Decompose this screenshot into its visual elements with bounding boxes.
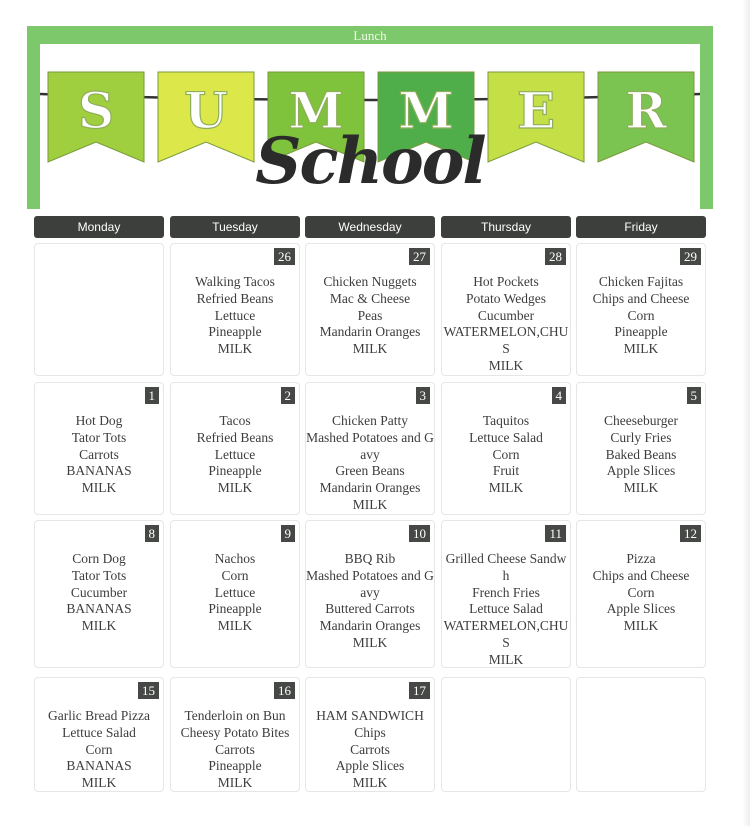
- day-cell: [170, 243, 300, 376]
- date-badge: 27: [409, 248, 430, 265]
- menu-item: Fruit: [492, 463, 520, 479]
- menu-item: French Fries: [472, 584, 540, 600]
- menu-item: Carrots: [350, 741, 390, 757]
- menu-item: S: [502, 634, 510, 650]
- menu-item: Curly Fries: [610, 429, 672, 445]
- day-cell: [34, 520, 164, 668]
- day-cell: [170, 677, 300, 792]
- date-badge: 8: [145, 525, 160, 542]
- menu-item: Mandarin Oranges: [319, 618, 421, 634]
- menu-item: Lettuce: [214, 584, 256, 600]
- menu-list: [171, 708, 299, 792]
- empty-day-cell: [34, 243, 164, 376]
- menu-item: MILK: [352, 341, 388, 357]
- menu-item: Potato Wedges: [465, 290, 547, 306]
- menu-item: MILK: [217, 618, 253, 634]
- day-cell: [34, 677, 164, 792]
- menu-item: Chicken Patty: [331, 413, 409, 428]
- menu-item: Peas: [357, 307, 383, 323]
- menu-item: Grilled Cheese Sandw: [445, 551, 567, 566]
- menu-item: Tenderloin on Bun: [184, 708, 286, 723]
- menu-item: Tator Tots: [71, 567, 127, 583]
- menu-item: Chips and Cheese: [592, 567, 690, 583]
- day-cell: [441, 243, 571, 376]
- menu-item: BANANAS: [66, 463, 132, 479]
- menu-item: MILK: [352, 775, 388, 791]
- menu-item: MILK: [352, 634, 388, 650]
- menu-item: avy: [360, 584, 380, 600]
- day-cell: [305, 677, 435, 792]
- menu-item: Lettuce: [214, 446, 256, 462]
- menu-item: Baked Beans: [605, 446, 677, 462]
- menu-item: WATERMELON,CHU: [443, 324, 569, 340]
- menu-list: [171, 413, 299, 497]
- empty-day-cell: [441, 677, 571, 792]
- day-cell: [305, 382, 435, 515]
- menu-item: Buttered Carrots: [325, 601, 415, 617]
- day-cell: [305, 243, 435, 376]
- day-cell: [576, 520, 706, 668]
- menu-item: Corn: [627, 584, 655, 600]
- day-header-monday: Monday: [34, 216, 164, 238]
- menu-list: [171, 551, 299, 635]
- pennant-letter: U: [184, 81, 228, 140]
- day-header-thursday: Thursday: [441, 216, 571, 238]
- day-cell: [441, 520, 571, 668]
- day-cell: [170, 382, 300, 515]
- menu-item: MILK: [488, 357, 524, 373]
- menu-item: MILK: [81, 618, 117, 634]
- banner-artwork: [40, 44, 700, 209]
- menu-item: MILK: [623, 480, 659, 496]
- menu-item: Corn: [627, 307, 655, 323]
- day-header-wednesday: Wednesday: [305, 216, 435, 238]
- date-badge: 5: [687, 387, 702, 404]
- date-badge: 4: [552, 387, 567, 404]
- menu-list: [171, 274, 299, 358]
- day-header-tuesday: Tuesday: [170, 216, 300, 238]
- menu-item: Hot Pockets: [473, 274, 539, 289]
- pennant-letter: M: [398, 81, 454, 140]
- menu-item: Tator Tots: [71, 429, 127, 445]
- menu-item: Pineapple: [208, 324, 262, 340]
- date-badge: 29: [680, 248, 701, 265]
- menu-item: Mashed Potatoes and G: [306, 429, 434, 445]
- menu-item: Taquitos: [482, 413, 530, 428]
- menu-item: Apple Slices: [606, 601, 676, 617]
- menu-item: BANANAS: [66, 601, 132, 617]
- menu-item: avy: [360, 446, 380, 462]
- menu-item: Nachos: [214, 551, 256, 566]
- menu-item: Chips and Cheese: [592, 290, 690, 306]
- menu-item: Corn: [492, 446, 520, 462]
- date-badge: 11: [545, 525, 566, 542]
- menu-item: Cheesy Potato Bites: [180, 724, 290, 740]
- day-cell: [576, 243, 706, 376]
- menu-list: [35, 551, 163, 635]
- menu-item: Walking Tacos: [195, 274, 275, 289]
- banner: [27, 26, 713, 209]
- day-cell: [170, 520, 300, 668]
- menu-list: [577, 274, 705, 358]
- empty-day-cell: [576, 677, 706, 792]
- menu-item: Apple Slices: [606, 463, 676, 479]
- menu-item: Pineapple: [208, 601, 262, 617]
- date-badge: 26: [274, 248, 295, 265]
- menu-list: [577, 413, 705, 497]
- menu-list: [577, 551, 705, 635]
- menu-item: Chicken Fajitas: [598, 274, 684, 289]
- pennant-letter: S: [77, 81, 115, 140]
- menu-list: [306, 274, 434, 358]
- menu-item: Pizza: [626, 551, 656, 566]
- date-badge: 28: [545, 248, 566, 265]
- menu-item: Pineapple: [208, 463, 262, 479]
- menu-item: Mandarin Oranges: [319, 480, 421, 496]
- menu-item: Cheeseburger: [604, 413, 678, 428]
- date-badge: 10: [409, 525, 430, 542]
- menu-item: Pineapple: [614, 324, 668, 340]
- menu-item: Tacos: [219, 413, 251, 428]
- menu-list: [306, 708, 434, 792]
- menu-item: MILK: [81, 775, 117, 791]
- menu-list: [442, 274, 570, 375]
- menu-item: Cucumber: [70, 584, 128, 600]
- menu-item: Lettuce Salad: [62, 724, 136, 740]
- date-badge: 2: [281, 387, 296, 404]
- menu-list: [442, 413, 570, 497]
- day-cell: [441, 382, 571, 515]
- menu-item: MILK: [217, 480, 253, 496]
- menu-item: Mashed Potatoes and G: [306, 567, 434, 583]
- menu-item: BBQ Rib: [344, 551, 396, 566]
- menu-item: Corn: [85, 741, 113, 757]
- date-badge: 15: [138, 682, 159, 699]
- school-script-title: School: [255, 124, 485, 199]
- menu-item: MILK: [81, 480, 117, 496]
- menu-item: HAM SANDWICH: [316, 708, 424, 723]
- menu-item: Carrots: [215, 741, 255, 757]
- menu-item: Refried Beans: [196, 429, 274, 445]
- menu-item: Garlic Bread Pizza: [48, 708, 150, 723]
- menu-item: Green Beans: [335, 463, 405, 479]
- menu-item: Refried Beans: [196, 290, 274, 306]
- menu-item: Chips: [354, 724, 386, 740]
- menu-item: MILK: [623, 341, 659, 357]
- menu-item: WATERMELON,CHU: [443, 618, 569, 634]
- menu-item: S: [502, 341, 510, 357]
- date-badge: 12: [680, 525, 701, 542]
- day-cell: [34, 382, 164, 515]
- menu-item: MILK: [217, 775, 253, 791]
- pennant-letter: E: [516, 81, 556, 140]
- menu-item: Corn: [221, 567, 249, 583]
- date-badge: 1: [145, 387, 160, 404]
- page-edge-shadow: [742, 0, 750, 826]
- date-badge: 16: [274, 682, 295, 699]
- menu-item: MILK: [488, 651, 524, 667]
- menu-list: [306, 413, 434, 514]
- menu-item: Mandarin Oranges: [319, 324, 421, 340]
- menu-item: BANANAS: [66, 758, 132, 774]
- menu-item: Carrots: [79, 446, 119, 462]
- date-badge: 9: [281, 525, 296, 542]
- menu-item: MILK: [488, 480, 524, 496]
- menu-item: Hot Dog: [75, 413, 123, 428]
- day-header-friday: Friday: [576, 216, 706, 238]
- day-cell: [576, 382, 706, 515]
- menu-item: Lettuce Salad: [469, 601, 543, 617]
- banner-title: Lunch: [353, 28, 387, 43]
- menu-list: [35, 708, 163, 792]
- menu-item: Lettuce Salad: [469, 429, 543, 445]
- menu-item: Pineapple: [208, 758, 262, 774]
- pennant-letter: R: [625, 81, 667, 140]
- menu-item: MILK: [352, 496, 388, 512]
- day-cell: [305, 520, 435, 668]
- menu-item: Corn Dog: [72, 551, 126, 566]
- menu-list: [306, 551, 434, 652]
- menu-item: Lettuce: [214, 307, 256, 323]
- pennant-letter: M: [288, 81, 344, 140]
- menu-list: [442, 551, 570, 668]
- menu-item: Mac & Cheese: [329, 290, 411, 306]
- menu-item: Apple Slices: [335, 758, 405, 774]
- menu-item: Cucumber: [477, 307, 535, 323]
- menu-item: Chicken Nuggets: [323, 274, 417, 289]
- menu-item: MILK: [623, 618, 659, 634]
- menu-item: MILK: [217, 341, 253, 357]
- date-badge: 3: [416, 387, 431, 404]
- menu-list: [35, 413, 163, 497]
- menu-item: h: [502, 567, 510, 583]
- date-badge: 17: [409, 682, 430, 699]
